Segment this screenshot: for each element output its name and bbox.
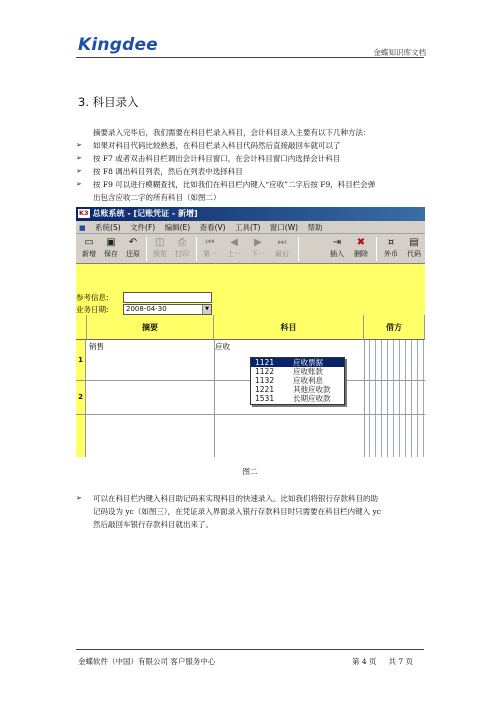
account-code: 1121 — [255, 358, 275, 367]
list-item — [76, 165, 426, 178]
popup-row[interactable] — [251, 385, 344, 394]
arrow-bullet-icon: ➢ — [76, 180, 82, 188]
page-total: 共 7 页 — [388, 657, 414, 666]
list-item-text: 如果对科目代码比较熟悉，在科目栏录入科目代码然后直接敲回车就可以了 — [93, 141, 341, 150]
debit-amount-cells — [364, 340, 425, 457]
new-icon: ▭ — [84, 237, 94, 248]
list-item-text: 按 F8 调出科目列表，然后在列表中选择科目 — [93, 167, 243, 176]
menu-item-system[interactable]: 系统(S) — [95, 223, 121, 232]
new-button[interactable] — [78, 236, 100, 263]
account-lookup-popup — [250, 357, 345, 405]
popup-row[interactable] — [251, 367, 344, 376]
method-list-continued — [76, 492, 426, 531]
footer-rule — [76, 649, 424, 650]
row-header-corner — [76, 315, 87, 340]
logo: Kingdee — [78, 35, 158, 55]
next-label: 下一 — [251, 250, 265, 258]
list-item — [76, 139, 426, 152]
delete-label: 删除 — [354, 250, 368, 258]
list-item — [76, 178, 426, 204]
list-item-text: 可以在科目栏内键入科目助记码来实现科目的快速录入。比如我们将银行存款科目的助 — [93, 494, 378, 503]
foreign-currency-icon: ¤ — [387, 237, 395, 248]
print-button[interactable] — [171, 236, 193, 263]
delete-button[interactable] — [350, 236, 372, 263]
restore-button[interactable] — [122, 236, 144, 263]
popup-row[interactable] — [251, 376, 344, 385]
arrow-bullet-icon: ➢ — [76, 154, 82, 162]
code-icon: ▤ — [409, 237, 419, 248]
toolbar-separator — [298, 237, 299, 261]
save-icon: ▣ — [106, 237, 116, 248]
previous-button[interactable] — [223, 236, 245, 263]
restore-label: 还原 — [126, 250, 140, 258]
reference-input[interactable] — [123, 292, 212, 303]
previous-icon: ◀ — [230, 237, 238, 248]
list-item-text-continued: 然后敲回车银行存款科目就出来了。 — [93, 520, 213, 529]
account-name: 应收账款 — [293, 367, 323, 376]
list-item-text-continued: 出包含应收二字的所有科目（如图二） — [93, 193, 221, 202]
voucher-form — [76, 264, 425, 315]
account-code: 1122 — [255, 367, 275, 376]
arrow-bullet-icon: ➢ — [76, 494, 82, 502]
chevron-down-icon[interactable]: ▼ — [202, 305, 211, 314]
insert-icon: ⇥ — [332, 237, 342, 248]
preview-label: 预览 — [153, 250, 167, 258]
save-label: 保存 — [104, 250, 118, 258]
first-button[interactable] — [199, 236, 221, 263]
last-label: 最后 — [275, 250, 289, 258]
next-button[interactable] — [247, 236, 269, 263]
grid-column-line — [214, 340, 215, 457]
popup-row[interactable] — [251, 394, 344, 403]
window-title: 总账系统 - [记账凭证 - 新增] — [92, 209, 198, 218]
grid-row-line — [76, 414, 425, 415]
window-titlebar — [76, 207, 425, 221]
next-icon: ▶ — [254, 237, 262, 248]
list-item-text: 按 F7 或者双击科目栏调出会计科目窗口，在会计科目窗口内选择会计科目 — [93, 154, 341, 163]
insert-label: 插入 — [330, 250, 344, 258]
row-number: 1 — [76, 340, 86, 380]
code-button[interactable] — [403, 236, 425, 263]
column-header-summary: 摘要 — [87, 315, 214, 340]
arrow-bullet-icon: ➢ — [76, 167, 82, 175]
account-code: 1221 — [255, 385, 275, 394]
screenshot-window — [76, 207, 425, 457]
account-name: 应收票据 — [293, 358, 323, 367]
menu-item-view[interactable]: 查看(V) — [199, 223, 226, 232]
last-icon: ⏭ — [277, 237, 287, 248]
arrow-bullet-icon: ➢ — [76, 141, 82, 149]
list-item — [76, 492, 426, 531]
last-button[interactable] — [271, 236, 293, 263]
foreign-currency-label: 外币 — [384, 250, 398, 258]
row-number — [76, 414, 86, 457]
header-rule — [76, 57, 424, 58]
foreign-currency-button[interactable] — [380, 236, 402, 263]
section-title: 3. 科目录入 — [78, 95, 139, 109]
toolbar-separator — [196, 237, 197, 261]
print-label: 打印 — [175, 250, 189, 258]
code-label: 代码 — [407, 250, 421, 258]
menu-item-edit[interactable]: 编辑(E) — [164, 223, 191, 232]
column-header-debit: 借方 — [364, 315, 425, 340]
account-code: 1531 — [255, 394, 275, 403]
figure-caption: 图二 — [242, 467, 258, 476]
preview-button[interactable] — [149, 236, 171, 263]
list-item — [76, 152, 426, 165]
account-cell[interactable]: 应收 — [215, 342, 230, 351]
first-icon: ⏮ — [205, 237, 215, 248]
toolbar-separator — [146, 237, 147, 261]
list-item-text: 按 F9 可以进行模糊查找，比如我们在科目栏内键入“应收”二字后按 F9，科目栏会弹 — [93, 180, 376, 189]
reference-label: 参考信息: — [76, 293, 109, 302]
insert-button[interactable] — [326, 236, 348, 263]
business-date-input[interactable] — [123, 304, 212, 315]
preview-icon: ◫ — [155, 237, 165, 248]
system-menu-icon[interactable]: ■ — [79, 224, 86, 232]
menu-item-help[interactable]: 帮助 — [307, 223, 323, 232]
print-icon: ⎙ — [178, 237, 186, 248]
new-label: 新增 — [82, 250, 96, 258]
business-date-value: 2008-04-30 — [126, 305, 167, 313]
first-label: 第一 — [203, 250, 217, 258]
toolbar-separator — [376, 237, 377, 261]
account-name: 长期应收款 — [293, 394, 331, 403]
previous-label: 上一 — [227, 250, 241, 258]
menu-bar — [76, 221, 425, 234]
delete-icon: ✖ — [356, 237, 366, 248]
save-button[interactable] — [100, 236, 122, 263]
page-number: 第 4 页 — [352, 657, 377, 666]
list-item-text-continued: 记码设为 yc（如图三），在凭证录入界面录入银行存款科目时只需要在科目栏内键入 yc — [93, 507, 381, 516]
restore-icon: ↶ — [128, 237, 138, 248]
footer-page-info — [352, 656, 413, 667]
account-name: 其他应收款 — [293, 385, 331, 394]
menu-item-tools[interactable]: 工具(T) — [234, 223, 261, 232]
popup-row[interactable] — [251, 358, 344, 367]
header-title: 金蝶知识库文档 — [373, 48, 426, 57]
toolbar — [76, 234, 425, 264]
grid-column-line — [364, 340, 365, 457]
menu-item-window[interactable]: 窗口(W) — [269, 223, 299, 232]
account-code: 1132 — [255, 376, 275, 385]
menu-item-file[interactable]: 文件(F) — [130, 223, 156, 232]
footer-company: 金蝶软件（中国）有限公司 客户服务中心 — [78, 657, 216, 666]
k3-logo-icon: K3 — [79, 209, 89, 217]
row-number: 2 — [76, 380, 86, 414]
account-name: 应收利息 — [293, 376, 323, 385]
column-header-account: 科目 — [214, 315, 364, 340]
intro-paragraph: 摘要录入完毕后，我们需要在科目栏录入科目，会计科目录入主要有以下几种方法： — [93, 128, 371, 137]
summary-cell[interactable]: 销售 — [89, 342, 104, 351]
business-date-label: 业务日期: — [76, 305, 109, 314]
method-list — [76, 139, 426, 204]
